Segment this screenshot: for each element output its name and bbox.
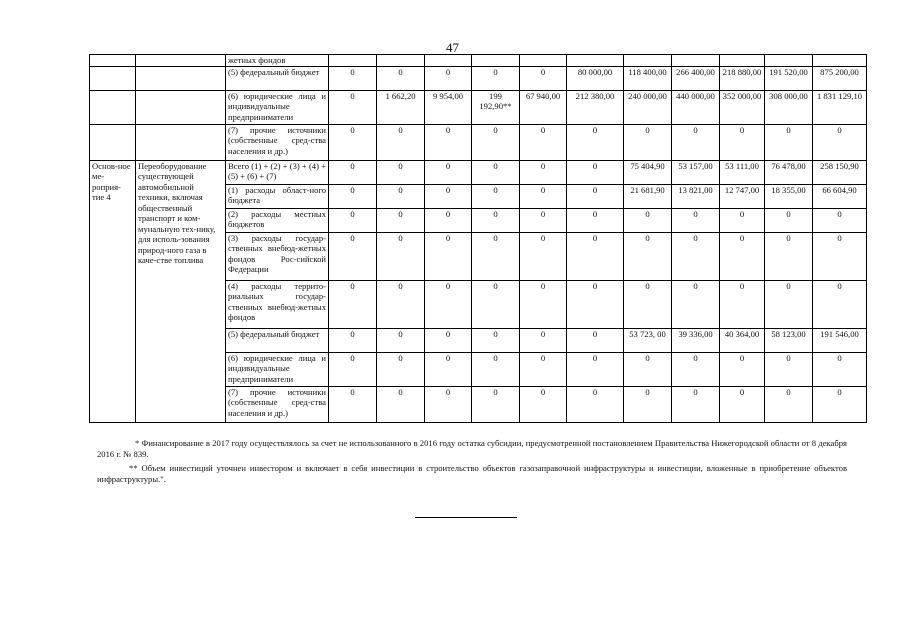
value-cell: 1 831 129,10 [813,90,867,124]
value-cell: 0 [520,208,567,232]
value-cell: 266 400,00 [672,66,720,90]
source-label: (5) федеральный бюджет [226,66,329,90]
value-cell: 0 [472,386,520,422]
description-cell [136,55,226,67]
value-cell: 0 [813,124,867,160]
value-cell: 0 [765,232,813,280]
value-cell: 0 [472,352,520,386]
table-row [90,124,867,160]
source-label: (7) прочие источники (собственные сред-ства населения и др.) [226,386,329,422]
event-cell: Основ-ное ме-роприя-тие 4 [90,160,136,422]
value-cell: 0 [377,160,425,184]
value-cell: 875 200,00 [813,66,867,90]
value-cell: 199 192,90** [472,90,520,124]
description-cell [136,90,226,124]
value-cell: 0 [520,66,567,90]
value-cell: 440 000,00 [672,90,720,124]
value-cell: 0 [813,208,867,232]
value-cell: 0 [520,124,567,160]
value-cell: 0 [329,124,377,160]
value-cell: 0 [472,232,520,280]
value-cell: 0 [329,160,377,184]
value-cell: 0 [765,386,813,422]
value-cell: 0 [520,328,567,352]
value-cell: 0 [672,352,720,386]
footnote-1: * Финансирование в 2017 году осуществлялось за счет не использованного в 2016 году остатка субсидии, предусмотренной постановлением Правительства Нижегородской области от 8 декабря 2016 г. № 839. [97,438,847,459]
table-row [90,90,867,124]
value-cell: 0 [377,232,425,280]
value-cell: 118 400,00 [624,66,672,90]
value-cell: 40 364,00 [720,328,765,352]
value-cell: 0 [425,352,472,386]
value-cell: 1 662,20 [377,90,425,124]
value-cell [520,55,567,67]
value-cell: 352 000,00 [720,90,765,124]
value-cell: 0 [377,184,425,208]
value-cell: 0 [520,386,567,422]
value-cell: 0 [624,352,672,386]
value-cell: 39 336,00 [672,328,720,352]
value-cell: 0 [472,160,520,184]
value-cell: 0 [765,280,813,328]
description-cell [136,66,226,90]
event-cell [90,55,136,67]
source-label: (3) расходы государ-ственных внебюд-жетных фондов Рос-сийской Федерации [226,232,329,280]
footnote-2: ** Объем инвестиций уточнен инвестором и включает в себя инвестиции в строительство объектов газозаправочной инфраструктуры и инвестиции, вложенные в приобретение объектов инфраструктуры.". [97,463,847,484]
value-cell: 0 [329,208,377,232]
value-cell [813,55,867,67]
separator-line [415,517,517,518]
value-cell: 0 [567,352,624,386]
value-cell: 0 [520,280,567,328]
value-cell: 21 681,90 [624,184,672,208]
value-cell: 258 150,90 [813,160,867,184]
value-cell: 0 [567,208,624,232]
value-cell: 0 [329,184,377,208]
value-cell: 0 [425,386,472,422]
value-cell: 0 [377,386,425,422]
value-cell [329,55,377,67]
value-cell: 0 [472,280,520,328]
value-cell: 0 [720,232,765,280]
value-cell: 0 [425,184,472,208]
page-number: 47 [446,40,459,55]
value-cell: 0 [672,386,720,422]
value-cell: 0 [425,124,472,160]
value-cell: 67 940,00 [520,90,567,124]
value-cell: 0 [567,160,624,184]
value-cell [425,55,472,67]
value-cell: 191 520,00 [765,66,813,90]
value-cell [672,55,720,67]
value-cell: 0 [472,208,520,232]
value-cell [765,55,813,67]
value-cell: 0 [425,328,472,352]
value-cell: 0 [377,124,425,160]
value-cell: 0 [329,280,377,328]
value-cell: 0 [567,328,624,352]
description-cell [136,124,226,160]
value-cell: 212 380,00 [567,90,624,124]
value-cell: 0 [520,184,567,208]
value-cell [720,55,765,67]
value-cell: 53 111,00 [720,160,765,184]
value-cell [567,55,624,67]
description-cell: Переоборудование существующей автомобильной техники, включая общественный транспорт и ком-мунальную тех-нику, для исполь-зования природ-ного газа в каче-стве топлива [136,160,226,422]
value-cell: 0 [329,66,377,90]
source-label: Всего (1) + (2) + (3) + (4) + (5) + (6) + (7) [226,160,329,184]
value-cell: 0 [377,328,425,352]
value-cell: 0 [329,90,377,124]
financing-table [89,54,867,423]
source-label: жетных фондов [226,55,329,67]
value-cell: 0 [624,386,672,422]
source-label: (1) расходы област-ного бюджета [226,184,329,208]
value-cell: 13 821,00 [672,184,720,208]
value-cell: 0 [813,386,867,422]
value-cell: 0 [720,386,765,422]
value-cell: 9 954,00 [425,90,472,124]
value-cell: 0 [472,66,520,90]
value-cell: 0 [329,352,377,386]
value-cell: 80 000,00 [567,66,624,90]
value-cell: 0 [813,352,867,386]
value-cell [472,55,520,67]
value-cell: 0 [624,208,672,232]
table-row [90,160,867,184]
source-label: (2) расходы местных бюджетов [226,208,329,232]
value-cell: 0 [425,208,472,232]
value-cell: 0 [720,352,765,386]
value-cell: 0 [672,124,720,160]
event-cell [90,66,136,90]
value-cell: 0 [472,184,520,208]
value-cell: 0 [425,280,472,328]
value-cell: 0 [377,352,425,386]
value-cell: 0 [425,160,472,184]
source-label: (6) юридические лица и индивидуальные предприниматели [226,352,329,386]
value-cell: 0 [720,124,765,160]
footnotes [97,438,847,488]
value-cell: 0 [624,280,672,328]
source-label: (5) федеральный бюджет [226,328,329,352]
value-cell: 0 [520,160,567,184]
value-cell [624,55,672,67]
value-cell: 12 747,00 [720,184,765,208]
value-cell: 75 404,90 [624,160,672,184]
event-cell [90,124,136,160]
table-row [90,55,867,67]
value-cell: 0 [377,208,425,232]
value-cell: 0 [567,280,624,328]
value-cell: 66 604,90 [813,184,867,208]
value-cell: 0 [377,280,425,328]
value-cell: 0 [567,124,624,160]
value-cell: 0 [329,328,377,352]
value-cell: 191 546,00 [813,328,867,352]
value-cell: 76 478,00 [765,160,813,184]
value-cell: 0 [329,232,377,280]
event-cell [90,90,136,124]
value-cell: 0 [567,184,624,208]
value-cell: 0 [765,352,813,386]
value-cell: 0 [520,232,567,280]
value-cell: 240 000,00 [624,90,672,124]
value-cell: 0 [425,66,472,90]
source-label: (4) расходы террито-риальных государ-ственных внебюд-жетных фондов [226,280,329,328]
value-cell: 0 [672,232,720,280]
value-cell: 0 [720,280,765,328]
value-cell: 53 157,00 [672,160,720,184]
value-cell: 0 [813,280,867,328]
value-cell: 58 123,00 [765,328,813,352]
value-cell: 0 [624,232,672,280]
value-cell: 0 [472,328,520,352]
value-cell: 0 [720,208,765,232]
source-label: (6) юридические лица и индивидуальные предприниматели [226,90,329,124]
value-cell: 0 [377,66,425,90]
value-cell: 0 [329,386,377,422]
table-row [90,66,867,90]
value-cell: 0 [624,124,672,160]
value-cell: 0 [567,386,624,422]
value-cell: 308 000,00 [765,90,813,124]
value-cell: 0 [520,352,567,386]
value-cell: 0 [813,232,867,280]
value-cell: 0 [425,232,472,280]
value-cell: 0 [672,208,720,232]
value-cell: 0 [765,124,813,160]
source-label: (7) прочие источники (собственные сред-ства населения и др.) [226,124,329,160]
value-cell: 18 355,00 [765,184,813,208]
value-cell: 53 723, 00 [624,328,672,352]
value-cell: 0 [765,208,813,232]
value-cell: 0 [472,124,520,160]
value-cell [377,55,425,67]
value-cell: 0 [567,232,624,280]
value-cell: 218 880,00 [720,66,765,90]
value-cell: 0 [672,280,720,328]
